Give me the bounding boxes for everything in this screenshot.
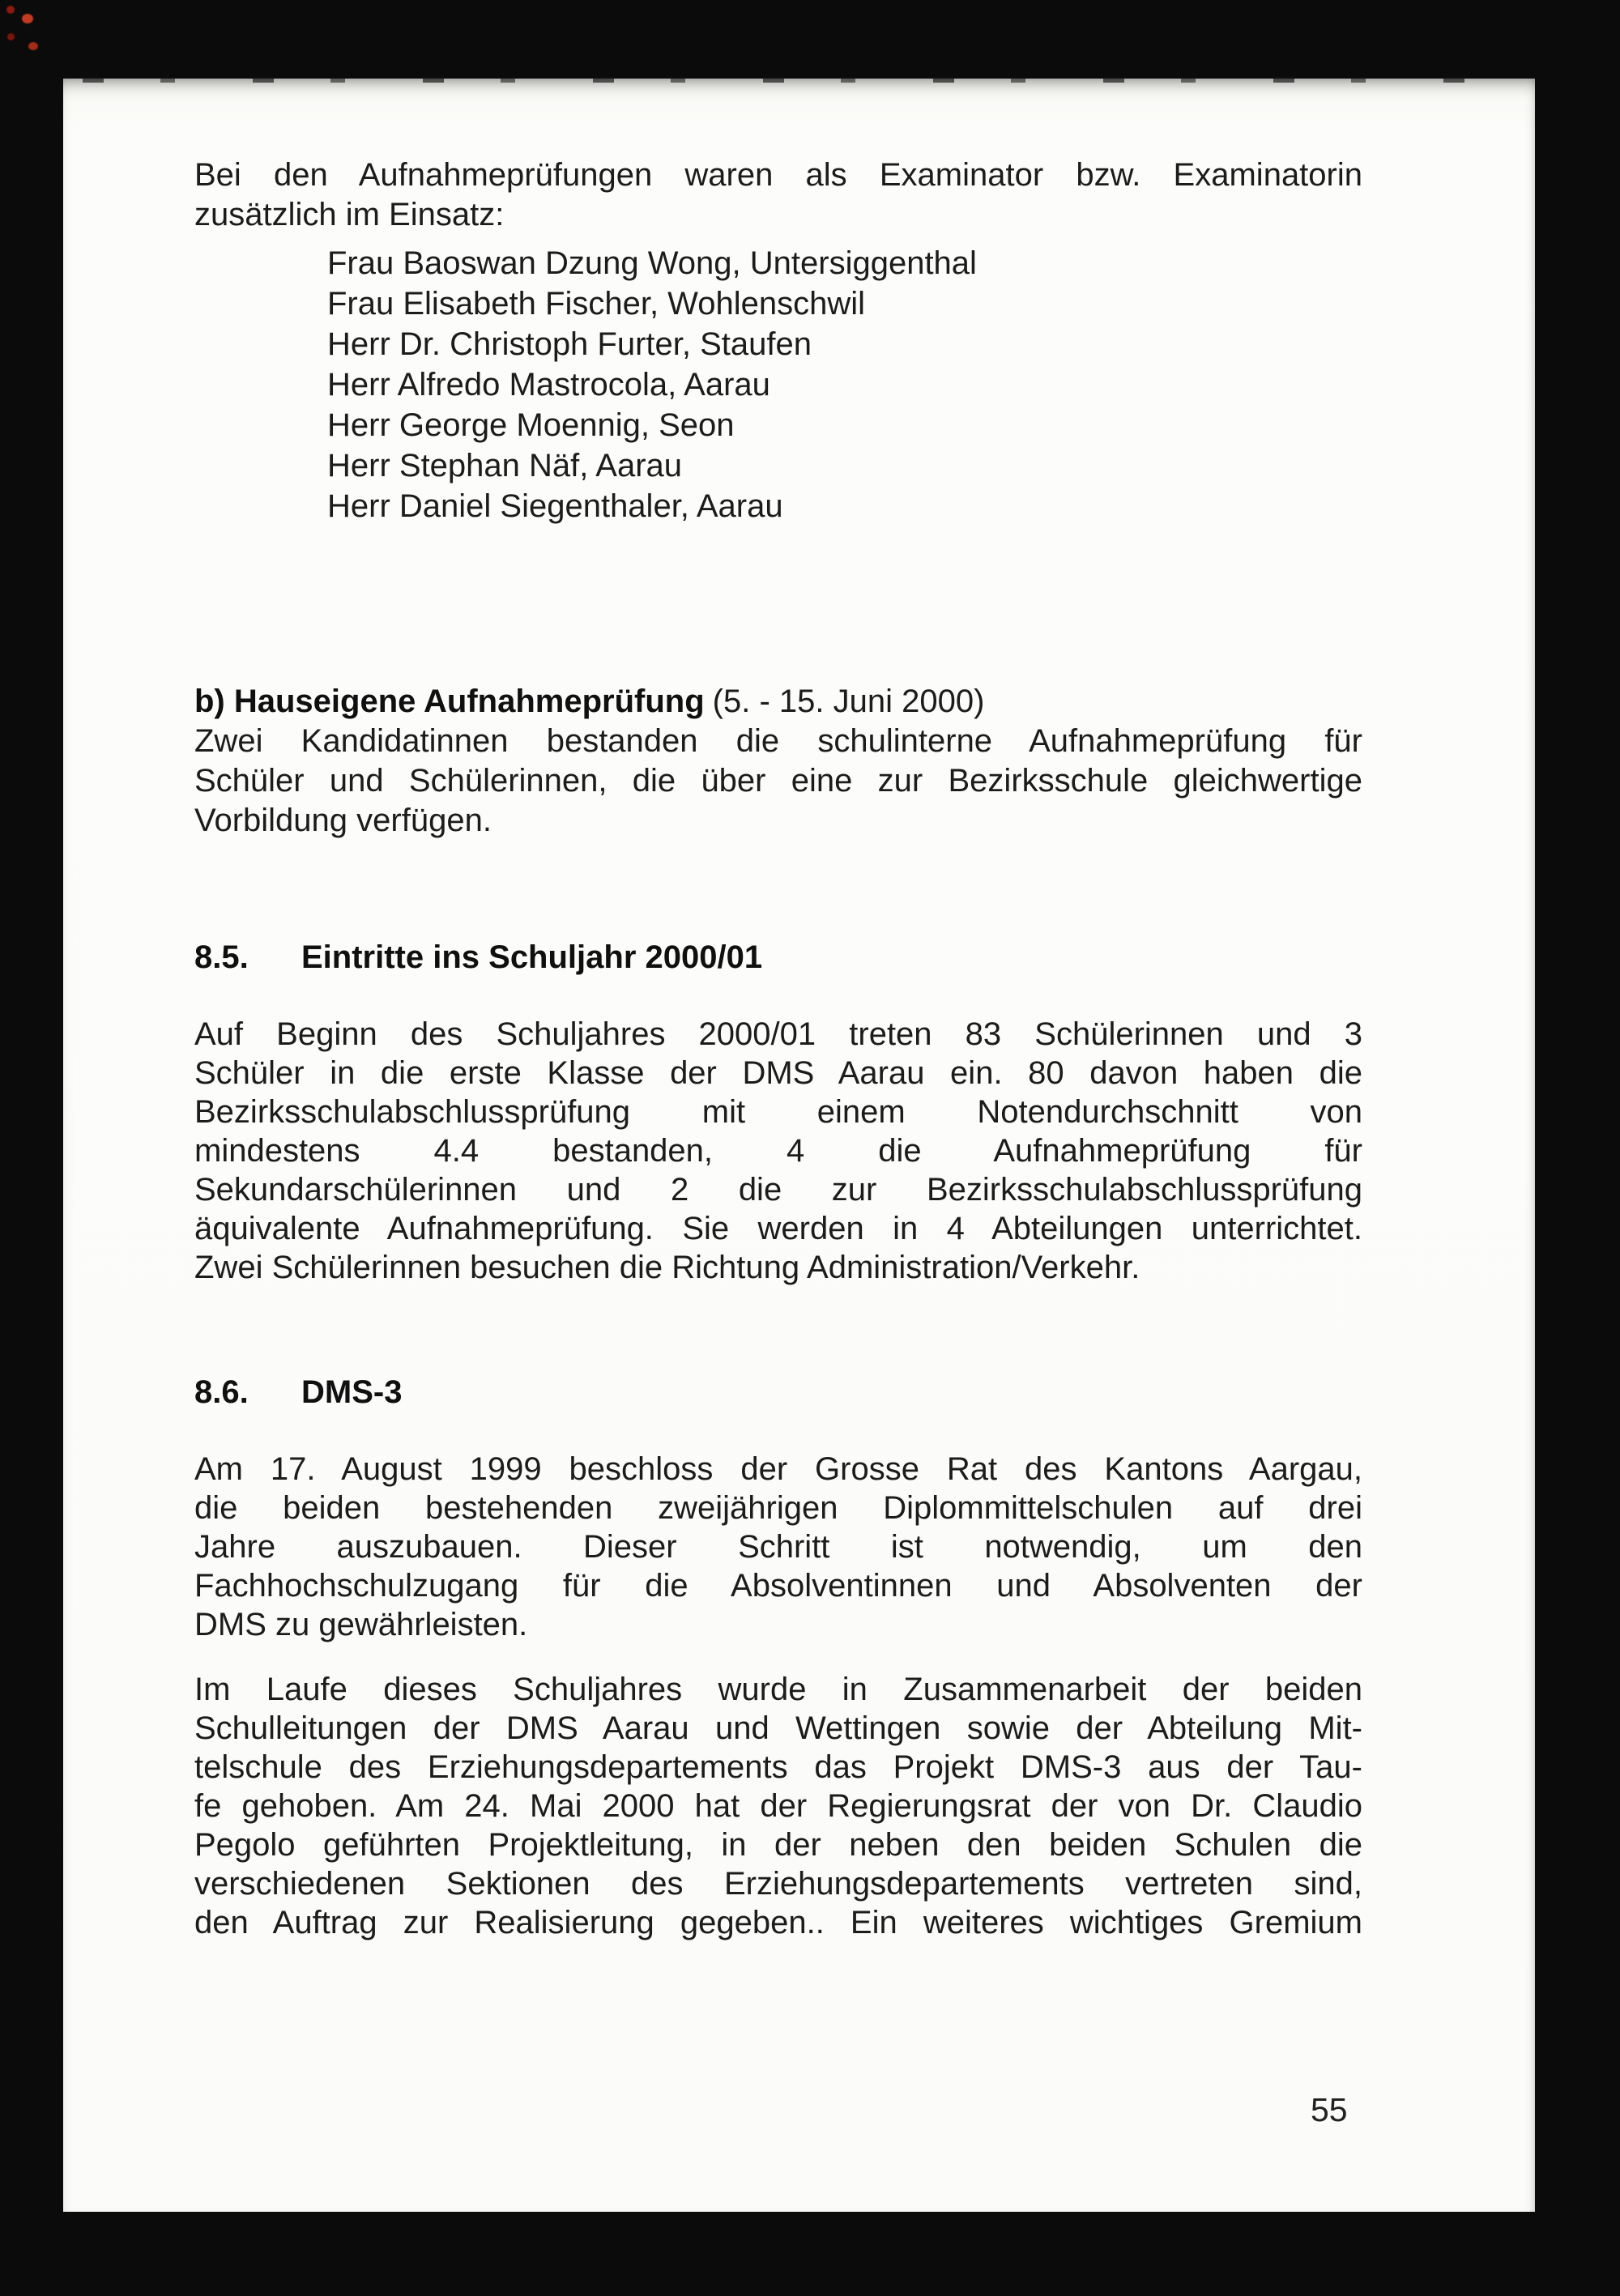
section-b-heading-date: (5. - 15. Juni 2000) — [712, 684, 985, 719]
section-8-6-title: DMS-3 — [301, 1374, 403, 1410]
paragraph-line: Sekundarschülerinnen und 2 die zur Bezirksschulabschlussprüfung — [194, 1172, 1362, 1208]
page-top-edge-artifact — [83, 77, 1503, 83]
section-8-6-heading — [194, 1374, 1362, 1411]
list-item: Frau Elisabeth Fischer, Wohlenschwil — [327, 286, 865, 322]
section-8-5-title: Eintritte ins Schuljahr 2000/01 — [301, 939, 763, 975]
paragraph-line: Fachhochschulzugang für die Absolventinnen und Absolventen der — [194, 1568, 1362, 1604]
paragraph-line: DMS zu gewährleisten. — [194, 1607, 528, 1642]
section-b-line: Zwei Kandidatinnen bestanden die schulinterne Aufnahmeprüfung für — [194, 723, 1362, 759]
paragraph-line: Zwei Schülerinnen besuchen die Richtung Administration/Verkehr. — [194, 1250, 1140, 1285]
page-number: 55 — [1311, 2091, 1348, 2128]
paragraph-line: Schulleitungen der DMS Aarau und Wettingen sowie der Abteilung Mit- — [194, 1710, 1362, 1746]
paragraph-line: Am 17. August 1999 beschloss der Grosse Rat des Kantons Aargau, — [194, 1451, 1362, 1487]
paragraph-line: Jahre auszubauen. Dieser Schritt ist notwendig, um den — [194, 1529, 1362, 1565]
list-item: Herr Dr. Christoph Furter, Staufen — [327, 326, 812, 362]
document-page — [63, 79, 1535, 2212]
section-8-5-heading — [194, 939, 1362, 976]
list-item: Herr Alfredo Mastrocola, Aarau — [327, 367, 770, 403]
paragraph-line: Im Laufe dieses Schuljahres wurde in Zusammenarbeit der beiden — [194, 1672, 1362, 1707]
paragraph-line: fe gehoben. Am 24. Mai 2000 hat der Regierungsrat der von Dr. Claudio — [194, 1788, 1362, 1824]
paragraph-line: Pegolo geführten Projektleitung, in der neben den beiden Schulen die — [194, 1827, 1362, 1863]
paragraph-line: den Auftrag zur Realisierung gegeben.. Ein weiteres wichtiges Gremium — [194, 1905, 1362, 1940]
list-item: Frau Baoswan Dzung Wong, Untersiggenthal — [327, 245, 977, 281]
intro-line: Bei den Aufnahmeprüfungen waren als Examinator bzw. Examinatorin — [194, 157, 1362, 193]
section-b-line: Schüler und Schülerinnen, die über eine zur Bezirksschule gleichwertige — [194, 763, 1362, 799]
scan-artifact-red-dot — [28, 42, 38, 50]
section-8-6-number: 8.6. — [194, 1374, 249, 1410]
section-8-6-paragraph-1 — [194, 1450, 1362, 1644]
intro-paragraph — [194, 155, 1362, 235]
section-b-line: Vorbildung verfügen. — [194, 803, 492, 838]
paragraph-line: äquivalente Aufnahmeprüfung. Sie werden in 4 Abteilungen unterrichtet. — [194, 1211, 1362, 1246]
paragraph-line: Auf Beginn des Schuljahres 2000/01 treten 83 Schülerinnen und 3 — [194, 1016, 1362, 1052]
list-item: Herr Daniel Siegenthaler, Aarau — [327, 488, 783, 524]
section-8-5-number: 8.5. — [194, 939, 249, 975]
paragraph-line: Bezirksschulabschlussprüfung mit einem Notendurchschnitt von — [194, 1094, 1362, 1130]
paragraph-line: verschiedenen Sektionen des Erziehungsdepartements vertreten sind, — [194, 1866, 1362, 1902]
section-8-5-paragraph — [194, 1015, 1362, 1287]
intro-line: zusätzlich im Einsatz: — [194, 197, 505, 232]
paragraph-line: mindestens 4.4 bestanden, 4 die Aufnahmeprüfung für — [194, 1133, 1362, 1169]
scan-artifact-red-dot — [22, 14, 33, 23]
scan-artifact-red-dot — [7, 33, 15, 40]
list-item: Herr George Moennig, Seon — [327, 407, 735, 443]
section-b-heading — [194, 682, 1362, 722]
paragraph-line: die beiden bestehenden zweijährigen Diplommittelschulen auf drei — [194, 1490, 1362, 1526]
paragraph-line: telschule des Erziehungsdepartements das Projekt DMS-3 aus der Tau- — [194, 1749, 1362, 1785]
list-item: Herr Stephan Näf, Aarau — [327, 448, 683, 483]
scan-artifact-red-dot — [6, 6, 15, 14]
section-b-heading-bold: b) Hauseigene Aufnahmeprüfung — [194, 684, 705, 719]
paragraph-line: Schüler in die erste Klasse der DMS Aarau ein. 80 davon haben die — [194, 1055, 1362, 1091]
examiner-list — [327, 243, 1362, 526]
section-8-6-paragraph-2 — [194, 1670, 1362, 1942]
section-b — [194, 682, 1362, 841]
